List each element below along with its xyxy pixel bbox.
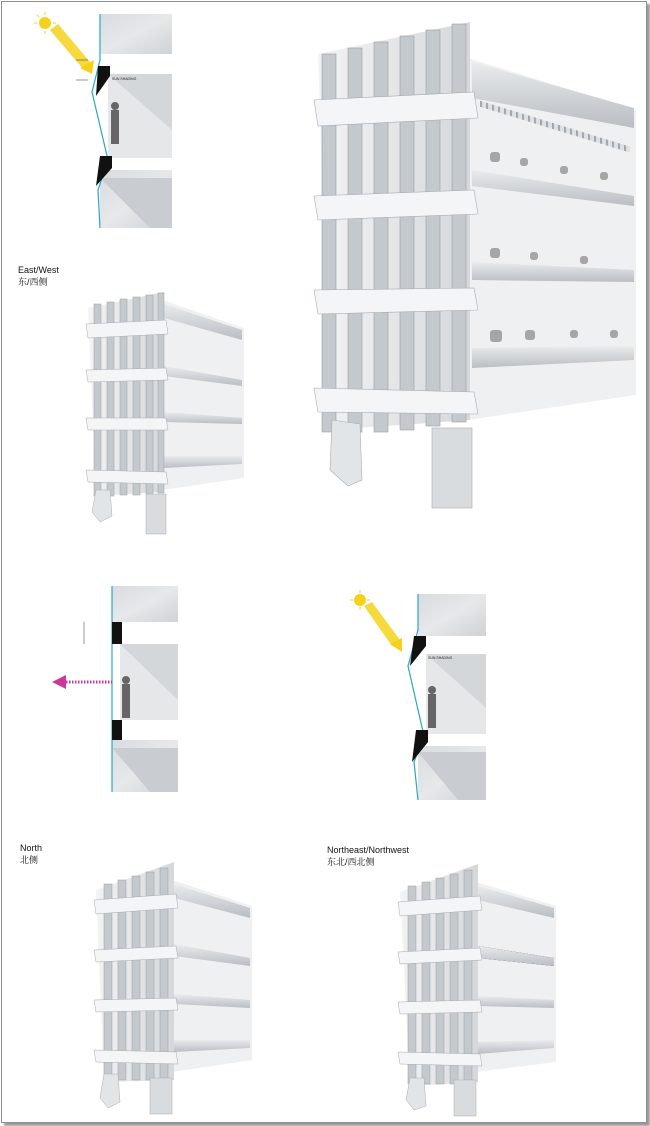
column [330,420,362,486]
spandrel [112,720,122,740]
sun-icon [354,594,366,606]
section-middle-left [52,586,178,792]
heat-arrow [52,675,66,689]
view-title-east-west-cn: 东/西侧 [18,277,48,287]
shading-fin-upper [96,66,110,96]
sun-ray [50,24,90,70]
view-title-northeast-northwest-cn: 东北/西北侧 [327,857,375,867]
building-northeast-northwest [398,864,556,1116]
building-north [94,862,252,1114]
section-middle-right [350,590,486,800]
slab-top [100,14,172,54]
sun-icon [39,17,51,29]
building-east-west [86,292,244,534]
spandrel [112,622,122,644]
annotation-sun-shading-top: SUN SHADING [112,77,137,81]
building-large [314,22,636,508]
view-title-east-west: East/West [18,265,59,275]
column [432,428,472,508]
view-title-northeast-northwest: Northeast/Northwest [327,845,410,855]
view-title-north: North [20,843,43,853]
section-top-left [34,12,172,228]
annotation-sun-shading-middle-right: SUN SHADING [428,656,453,660]
view-title-north-cn: 北侧 [20,855,39,865]
facade [318,22,470,430]
